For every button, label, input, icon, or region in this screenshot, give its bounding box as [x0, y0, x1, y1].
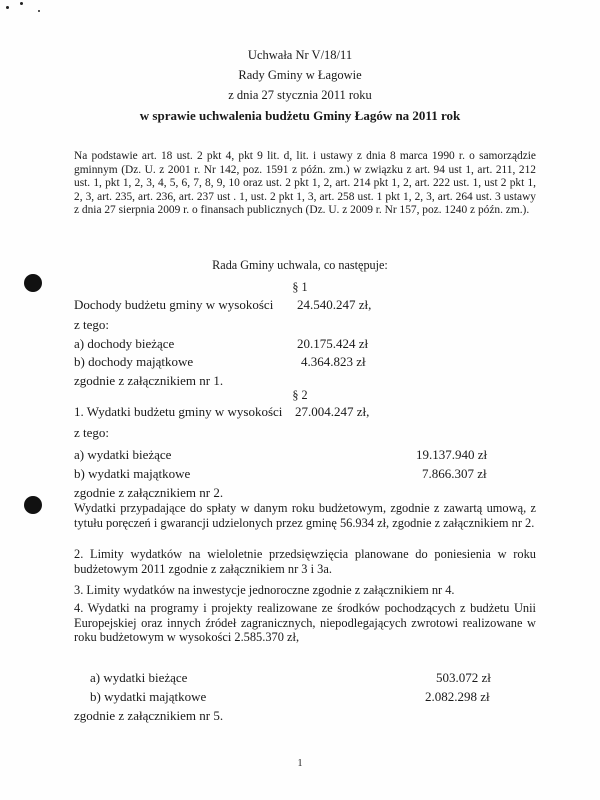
expenditure-of-which: z tego: [74, 425, 110, 440]
resolves-statement: Rada Gminy uchwala, co następuje: [212, 258, 388, 272]
eu-property-label: b) wydatki majątkowe [90, 689, 207, 704]
multiyear-limits-paragraph: 2. Limity wydatków na wieloletnie przedsięwzięcia planowane do poniesienia w roku budżetowym 2011 zgodnie z załącznikiem nr 3 i 3a. [74, 547, 536, 576]
preamble: Na podstawie art. 18 ust. 2 pkt 4, pkt 9 lit. d, lit. i ustawy z dnia 8 marca 1990 r. o samorządzie gminnym (Dz. U. z 2001 r. Nr 142, poz. 1591 z późn. zm.) w związku z art. 94 ust 1, art. 211, 212 ust. 1, pkt 1, 2, 3, 4, 5, 6, 7, 8, 9, 10 oraz ust. 2 pkt 1, 2, art. 214 pkt 1, 2, art. 222 ust. 1, ust 2 pkt 1, 2, 3, art. 235, art. 236, art. 237 ust . 1, ust. 2 pkt 1, 3, art. 258 ust. 1 pkt 1, 2, 3, art. 264 ust. 3 ustawy z dnia 27 sierpnia 2009 r. o finansach publicznych (Dz. U. z 2009 r. Nr 157, poz. 1240 z późn. zm.). [74, 150, 536, 217]
expenditure-property-label: b) wydatki majątkowe [74, 466, 191, 481]
scan-speck [38, 10, 40, 12]
resolution-date: z dnia 27 stycznia 2011 roku [228, 88, 372, 102]
income-property-label: b) dochody majątkowe [74, 354, 194, 369]
expenditure-annex: zgodnie z załącznikiem nr 2. [74, 485, 224, 500]
income-of-which: z tego: [74, 317, 110, 332]
expenditure-current-value: 19.137.940 zł [416, 447, 488, 462]
income-title: Dochody budżetu gminy w wysokości [74, 297, 274, 312]
expenditure-current-label: a) wydatki bieżące [74, 447, 172, 462]
section-1-mark: § 1 [292, 280, 308, 294]
scan-speck [20, 2, 23, 5]
scan-speck [6, 6, 9, 9]
expenditure-property-value: 7.866.307 zł [422, 466, 487, 481]
guarantees-paragraph: Wydatki przypadające do spłaty w danym roku budżetowym, zgodnie z zawartą umową, z tytułu poręczeń i gwarancji udzielonych przez gminę 56.934 zł, zgodnie z załącznikiem nr 2. [74, 501, 536, 530]
income-current-value: 20.175.424 zł [297, 336, 369, 351]
eu-current-value: 503.072 zł [436, 670, 491, 685]
council-name: Rady Gminy w Łagowie [238, 68, 362, 82]
eu-property-value: 2.082.298 zł [425, 689, 490, 704]
section-2-mark: § 2 [292, 388, 308, 402]
page-number: 1 [297, 758, 303, 769]
income-total: 24.540.247 zł, [297, 297, 372, 312]
punch-hole-bottom [24, 496, 42, 514]
resolution-number: Uchwała Nr V/18/11 [247, 48, 353, 62]
income-property-value: 4.364.823 zł [301, 354, 366, 369]
income-current-label: a) dochody bieżące [74, 336, 175, 351]
eu-current-label: a) wydatki bieżące [90, 670, 188, 685]
eu-annex: zgodnie z załącznikiem nr 5. [74, 708, 224, 723]
income-annex: zgodnie z załącznikiem nr 1. [74, 373, 224, 388]
expenditure-total: 27.004.247 zł, [295, 404, 370, 419]
resolution-subject: w sprawie uchwalenia budżetu Gminy Łagów na 2011 rok [139, 108, 461, 123]
eu-funds-paragraph: 4. Wydatki na programy i projekty realizowane ze środków pochodzących z budżetu Unii Europejskiej oraz innych źródeł zagranicznych, niepodlegających zwrotowi realizowane w roku budżetowym w wysokości 2.585.370 zł, [74, 601, 536, 644]
one-year-investments-paragraph: 3. Limity wydatków na inwestycje jednoroczne zgodnie z załącznikiem nr 4. [74, 583, 455, 597]
expenditure-title: 1. Wydatki budżetu gminy w wysokości [74, 404, 283, 419]
